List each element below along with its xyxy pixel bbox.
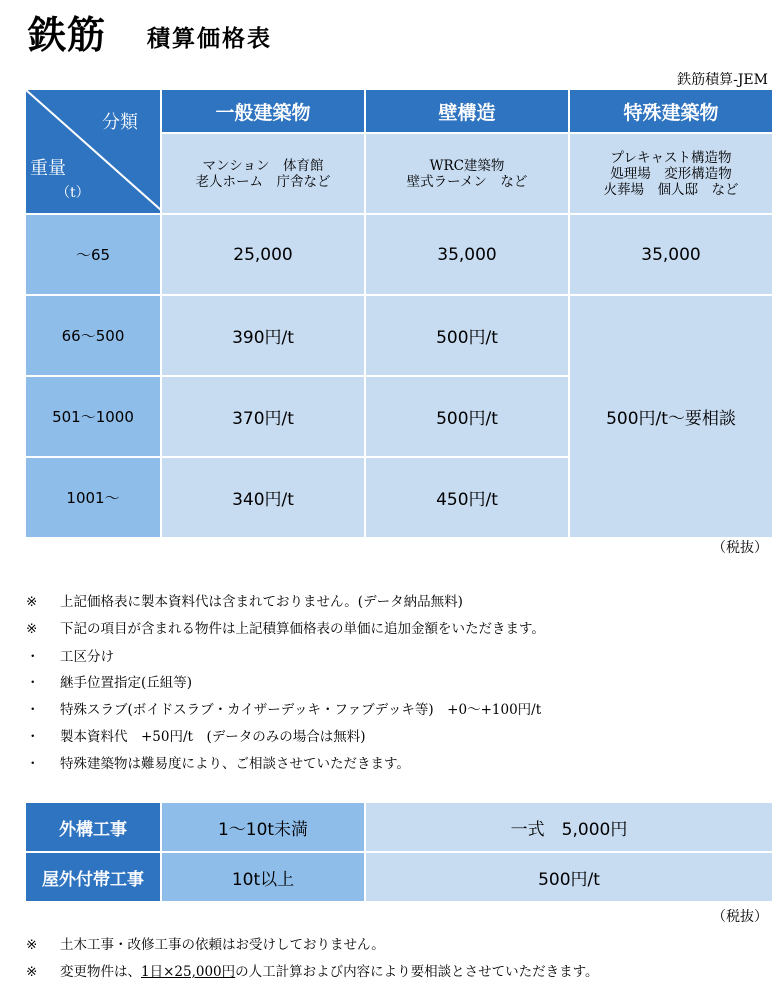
weight-cell: 501～1000: [25, 376, 161, 457]
extra-price: 500円/t: [365, 852, 773, 902]
page-title: 鉄筋: [28, 12, 107, 57]
weight-cell: ～65: [25, 214, 161, 295]
price-general: 25,000: [161, 214, 365, 295]
note-item: [26, 698, 541, 718]
desc-line: 処理場 変形構造物: [610, 165, 732, 182]
header-wall: 壁構造: [365, 89, 569, 133]
note-item: [26, 590, 463, 610]
note-text: 上記価格表に製本資料代は含まれておりません。(データ納品無料): [60, 594, 463, 610]
header-special: 特殊建築物: [569, 89, 773, 133]
note-mark: ※: [26, 621, 38, 637]
table-row: [25, 214, 773, 295]
price-general: 340円/t: [161, 457, 365, 538]
table-row: [25, 852, 773, 902]
credit-label: 鉄筋積算-JEM: [677, 72, 768, 88]
note-mark: ※: [26, 594, 38, 610]
note-text-underlined: 1日×25,000円: [141, 964, 236, 980]
note-text: 特殊建築物は難易度により、ご相談させていただきます。: [60, 756, 410, 772]
price-special: 35,000: [569, 214, 773, 295]
desc-line: 壁式ラーメン など: [406, 173, 528, 190]
price-wall: 35,000: [365, 214, 569, 295]
extra-label: 屋外付帯工事: [25, 852, 161, 902]
desc-line: 火葬場 個人邸 など: [603, 181, 739, 198]
corner-weight-label: 重量: [30, 158, 66, 179]
price-wall: 500円/t: [365, 376, 569, 457]
note-mark: ※: [26, 937, 38, 953]
note-text: 下記の項目が含まれる物件は上記積算価格表の単価に追加金額をいただきます。: [60, 621, 545, 637]
bullet-mark: ・: [26, 756, 40, 772]
price-special-merged: 500円/t～要相談: [569, 295, 773, 538]
note-text: 製本資料代 +50円/t (データのみの場合は無料): [60, 729, 366, 745]
tax-note: （税抜）: [712, 540, 768, 556]
note-text: 特殊スラブ(ボイドスラブ・カイザーデッキ・ファブデッキ等) +0～+100円/t: [60, 702, 542, 718]
bullet-mark: ・: [26, 729, 40, 745]
header-general: 一般建築物: [161, 89, 365, 133]
desc-line: WRC建築物: [429, 157, 505, 174]
table-row: [25, 295, 773, 376]
corner-category-label: 分類: [102, 112, 138, 133]
weight-cell: 66～500: [25, 295, 161, 376]
tax-note: （税抜）: [712, 909, 768, 925]
desc-line: 老人ホーム 庁舎など: [195, 173, 331, 190]
note-item: [26, 617, 545, 637]
price-table: [24, 88, 774, 539]
extra-label: 外構工事: [25, 802, 161, 852]
price-general: 390円/t: [161, 295, 365, 376]
desc-line: マンション 体育館: [202, 157, 324, 174]
note-item: [26, 671, 192, 691]
price-general: 370円/t: [161, 376, 365, 457]
note-text-post: の人工計算および内容により要相談とさせていただきます。: [235, 964, 599, 980]
note-text: 継手位置指定(丘組等): [60, 675, 193, 691]
extra-range: 1～10t未満: [161, 802, 365, 852]
weight-cell: 1001～: [25, 457, 161, 538]
footer-note: [26, 933, 385, 953]
price-wall: 450円/t: [365, 457, 569, 538]
corner-unit-label: （t）: [56, 185, 90, 201]
extra-range: 10t以上: [161, 852, 365, 902]
table-row: [25, 802, 773, 852]
note-mark: ※: [26, 964, 38, 980]
extra-work-table: [24, 801, 774, 903]
desc-general: [161, 133, 365, 214]
note-item: [26, 725, 366, 745]
table-corner-cell: [25, 89, 161, 214]
note-text: 土木工事・改修工事の依頼はお受けしておりません。: [60, 937, 385, 953]
page-subtitle: 積算価格表: [147, 25, 272, 52]
bullet-mark: ・: [26, 702, 40, 718]
note-item: [26, 752, 410, 772]
note-item: [26, 645, 114, 665]
note-text: 工区分け: [60, 649, 114, 665]
bullet-mark: ・: [26, 675, 40, 691]
footer-note: [26, 960, 599, 980]
desc-wall: [365, 133, 569, 214]
price-wall: 500円/t: [365, 295, 569, 376]
note-text-pre: 変更物件は、: [60, 964, 141, 980]
desc-special: [569, 133, 773, 214]
desc-line: プレキャスト構造物: [610, 149, 732, 166]
bullet-mark: ・: [26, 649, 40, 665]
extra-price: 一式 5,000円: [365, 802, 773, 852]
corner-diagonal: [26, 90, 162, 211]
